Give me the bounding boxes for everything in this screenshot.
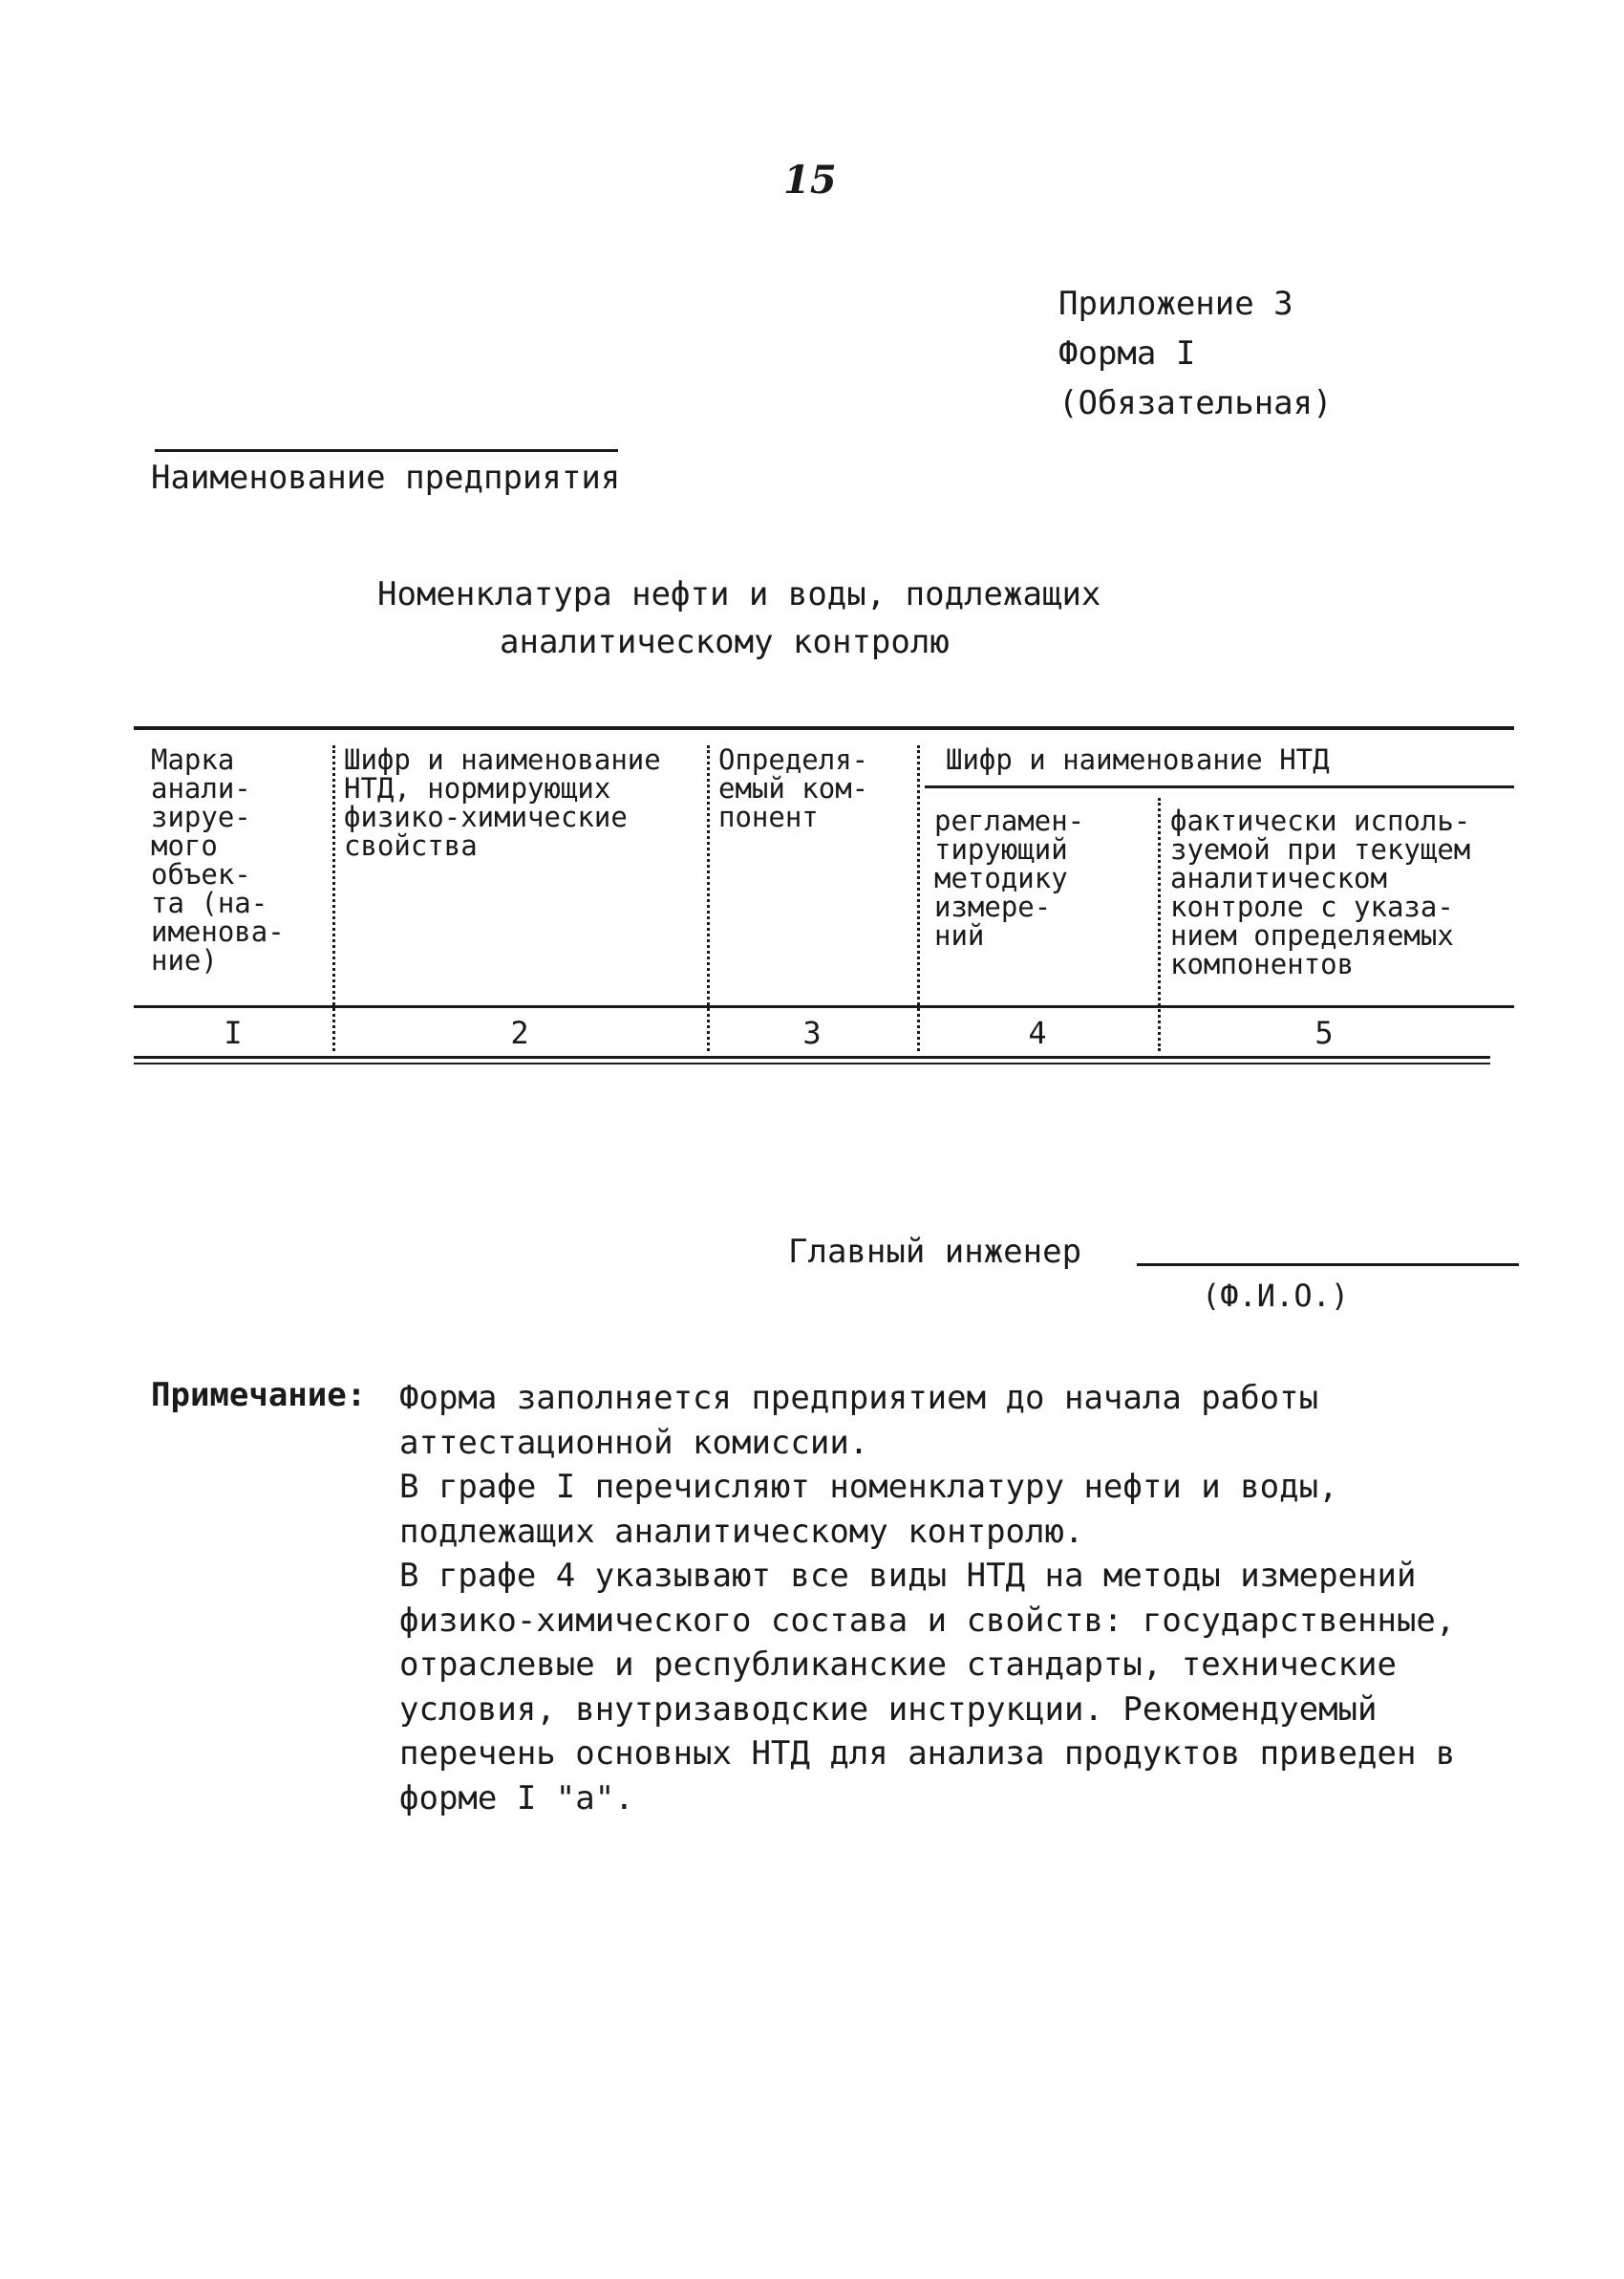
col-number-2: 2: [510, 1015, 529, 1051]
signature-caption: (Ф.И.О.): [1202, 1278, 1350, 1314]
title-line-1: Номенклатура нефти и воды, подлежащих: [377, 575, 1101, 613]
table-header-bottom-rule: [134, 1005, 1514, 1008]
header-col-1: Марка анали- зируе- мого объек- та (на- именова- ние): [151, 743, 285, 977]
note-paragraph-1: Форма заполняется предприятием до начала работы аттестационной комиссии.: [399, 1379, 1319, 1462]
note-label: Примечание:: [151, 1376, 367, 1414]
title-line-2: аналитическому контролю: [500, 623, 950, 661]
header-col-4: регламен- тирующий методику измере- ний: [934, 805, 1085, 952]
header-col-3: Определя- емый ком- понент: [718, 743, 869, 833]
table-top-rule: [134, 726, 1514, 730]
header-col-4-5-group: Шифр и наименование НТД: [946, 743, 1330, 776]
col-divider-3: [917, 745, 920, 1051]
note-body: [399, 1376, 1479, 1820]
enterprise-name-line: [155, 449, 618, 452]
col-number-5: 5: [1314, 1015, 1334, 1051]
col-number-3: 3: [802, 1015, 822, 1051]
col-number-1: I: [224, 1015, 243, 1051]
form-label: Форма I: [1058, 334, 1196, 373]
enterprise-label: Наименование предприятия: [151, 459, 621, 497]
appendix-label: Приложение 3: [1058, 285, 1293, 323]
col-number-4: 4: [1028, 1015, 1047, 1051]
document-title: [377, 570, 1100, 666]
header-col-5: фактически исполь- зуемой при текущем аналитическом контроле с указа- нием определяемых компонентов: [1170, 805, 1471, 980]
note-paragraph-3: В графе 4 указывают все виды НТД на методы измерений физико-химического состава и свойств: государственные, отраслевые и республиканские стандарты, технические условия, внутризаводские инструкции. Рекомендуемый перечень основных НТД для анализа продуктов приведен в форме I "а".: [399, 1557, 1456, 1817]
table-bottom-rule-1: [134, 1056, 1490, 1059]
note-paragraph-2: В графе I перечисляют номенклатуру нефти и воды, подлежащих аналитическому контролю.: [399, 1468, 1338, 1551]
mandatory-label: (Обязательная): [1058, 384, 1333, 422]
col-divider-4: [1158, 798, 1161, 1051]
nomenclature-table: [134, 726, 1528, 1085]
page-number: 15: [783, 158, 837, 203]
col-divider-1: [332, 745, 335, 1051]
table-bottom-rule-2: [134, 1063, 1490, 1064]
header-col-2: Шифр и наименование НТД, нормирующих физико-химические свойства: [344, 743, 661, 862]
table-group-rule: [925, 785, 1514, 788]
chief-engineer-label: Главный инженер: [788, 1233, 1082, 1271]
col-divider-2: [707, 745, 710, 1051]
signature-line: [1137, 1263, 1519, 1266]
appendix-block: [1058, 279, 1333, 428]
